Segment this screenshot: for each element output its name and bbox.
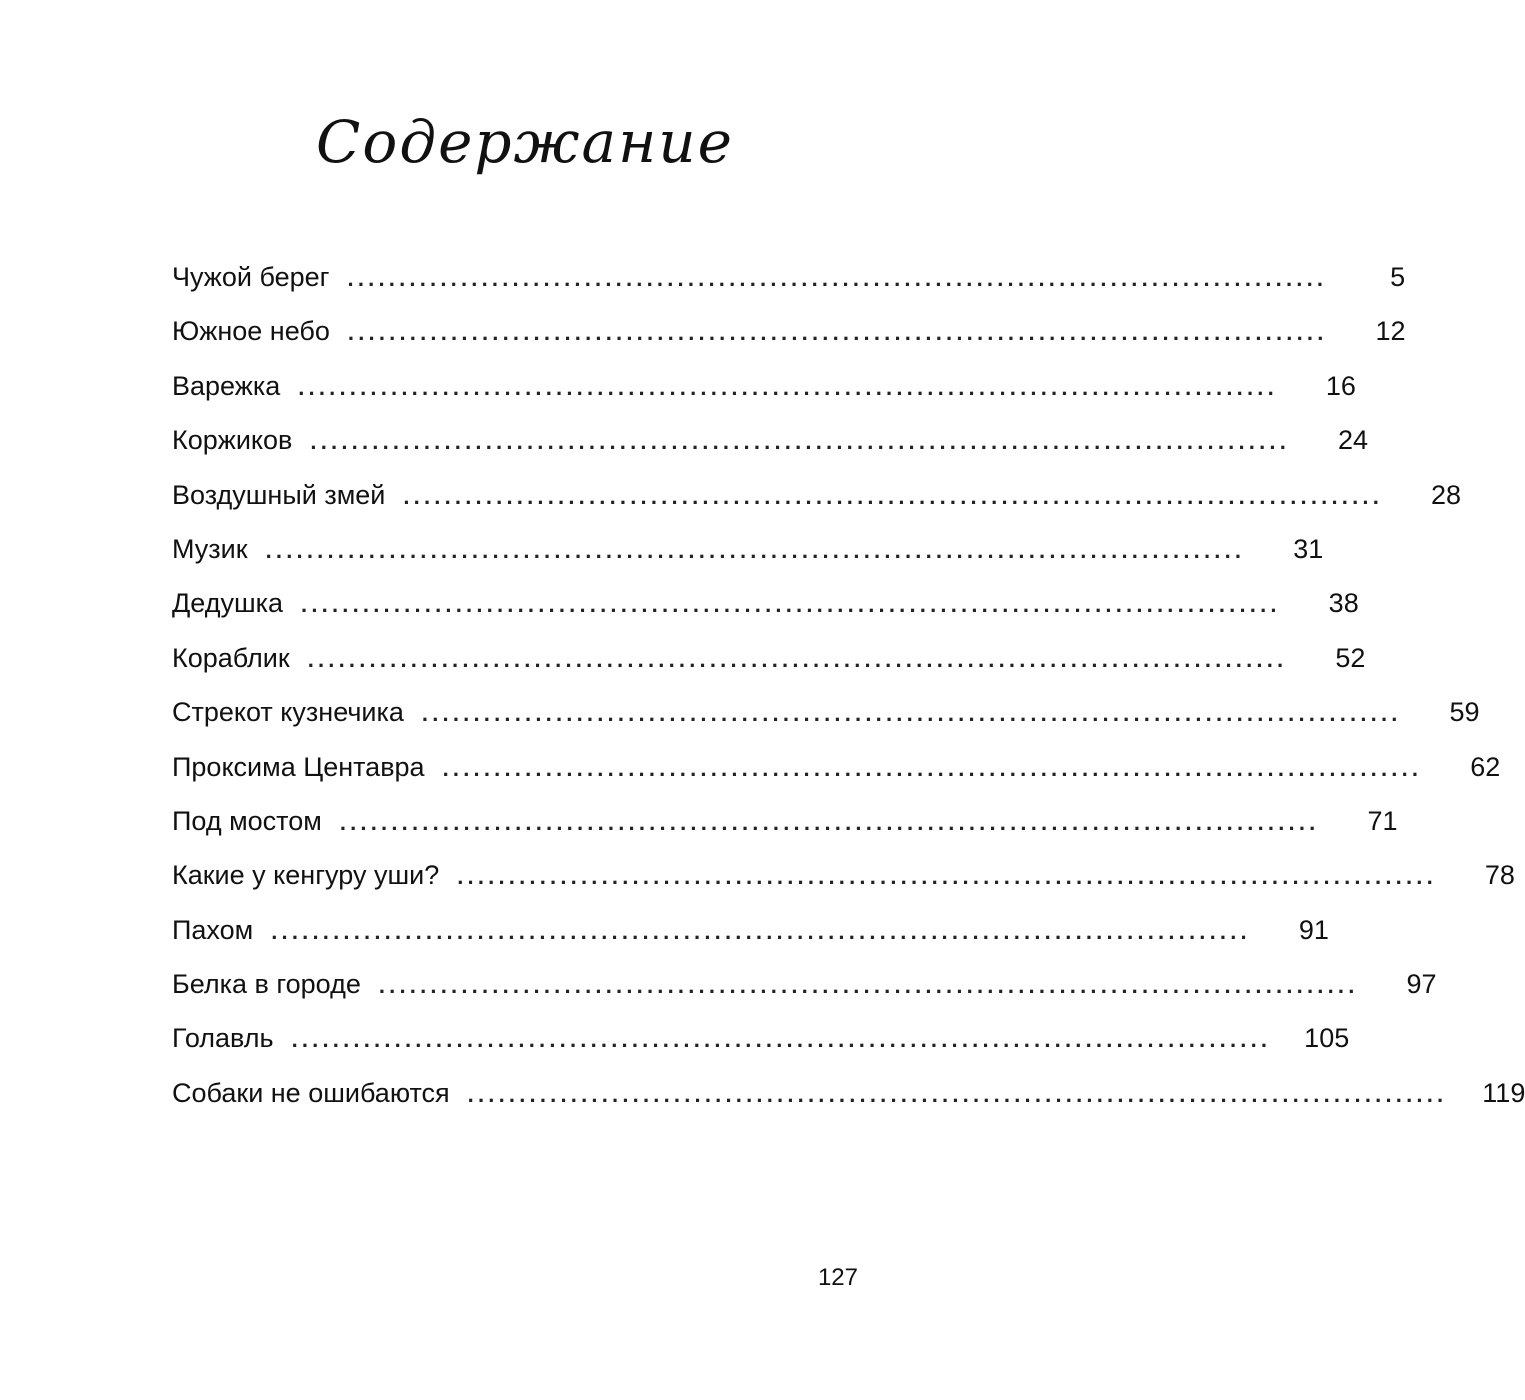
toc-entry-page: 59	[1449, 697, 1480, 728]
toc-entry	[172, 642, 1366, 697]
toc-entry	[172, 316, 1406, 370]
toc-entry	[172, 533, 1324, 588]
toc-entry-title: Воздушный змей	[172, 479, 386, 510]
toc-entry-page: 5	[1390, 262, 1406, 292]
toc-entry-title: Чужой берег	[172, 262, 330, 292]
toc-entry-title: Какие у кенгуру уши?	[172, 860, 440, 891]
toc-entry-page: 31	[1293, 533, 1324, 564]
toc-entry-page: 24	[1338, 425, 1369, 456]
toc-entry-title: Дедушка	[172, 588, 284, 619]
toc-entry-title: Собаки не ошибаются	[172, 1077, 450, 1108]
toc-entry	[172, 1023, 1350, 1077]
page-number: 127	[817, 1264, 858, 1291]
toc-entry-page: 97	[1406, 969, 1437, 1000]
dot-leader: ...............................................................................................	[403, 483, 1384, 509]
dot-leader: ...............................................................................................	[271, 918, 1251, 944]
toc-entry	[172, 969, 1437, 1023]
toc-entry-page: 62	[1470, 751, 1501, 782]
table-of-contents	[172, 262, 1525, 1132]
toc-entry-page: 28	[1431, 479, 1462, 510]
toc-entry-page: 16	[1325, 370, 1356, 401]
toc-entry	[172, 751, 1501, 806]
dot-leader: ...............................................................................................	[265, 537, 1246, 563]
dot-leader: ...............................................................................................	[442, 755, 1423, 781]
toc-entry-title: Стрекот кузнечика	[172, 697, 404, 728]
dot-leader: ...............................................................................................	[347, 320, 1328, 346]
dot-leader: ...............................................................................................	[339, 809, 1320, 835]
toc-entry	[172, 370, 1356, 425]
dot-leader: ...............................................................................................	[467, 1081, 1448, 1107]
toc-entry-title: Голавль	[172, 1023, 274, 1054]
toc-entry-page: 105	[1304, 1023, 1350, 1054]
toc-entry-title: Варежка	[172, 370, 281, 401]
toc-entry-title: Белка в городе	[172, 969, 361, 1000]
toc-entry	[172, 860, 1515, 914]
toc-entry	[172, 425, 1369, 479]
toc-entry-title: Южное небо	[172, 316, 330, 347]
toc-entry	[172, 805, 1398, 860]
toc-entry-page: 78	[1484, 860, 1515, 891]
toc-entry	[172, 1077, 1525, 1132]
dot-leader: ...............................................................................................	[301, 592, 1281, 618]
dot-leader: ...............................................................................................	[291, 1027, 1272, 1053]
toc-entry	[172, 914, 1329, 969]
toc-entry-page: 119	[1482, 1077, 1525, 1108]
toc-entry-title: Музик	[172, 533, 248, 564]
dot-leader: ...............................................................................................	[310, 429, 1291, 455]
dot-leader: ...............................................................................................	[347, 266, 1328, 291]
toc-entry-title: Кораблик	[172, 642, 290, 673]
toc-entry-page: 12	[1375, 316, 1406, 347]
contents-title: Содержание	[316, 108, 734, 176]
toc-entry-page: 52	[1335, 642, 1366, 673]
dot-leader: ...............................................................................................	[298, 374, 1278, 400]
toc-entry-title: Проксима Центавра	[172, 751, 425, 782]
dot-leader: ...............................................................................................	[378, 973, 1359, 999]
toc-entry-page: 38	[1328, 588, 1359, 619]
toc-entry-title: Под мостом	[172, 805, 322, 836]
toc-entry-page: 91	[1298, 914, 1329, 945]
dot-leader: ...............................................................................................	[421, 701, 1402, 727]
toc-entry	[172, 697, 1480, 751]
toc-entry-title: Пахом	[172, 914, 254, 945]
toc-entry-title: Коржиков	[172, 425, 293, 456]
toc-entry	[172, 479, 1462, 534]
toc-entry	[172, 262, 1406, 316]
toc-entry	[172, 588, 1359, 642]
dot-leader: ...............................................................................................	[307, 646, 1288, 672]
toc-entry-page: 71	[1367, 805, 1398, 836]
dot-leader: ...............................................................................................	[457, 864, 1437, 890]
